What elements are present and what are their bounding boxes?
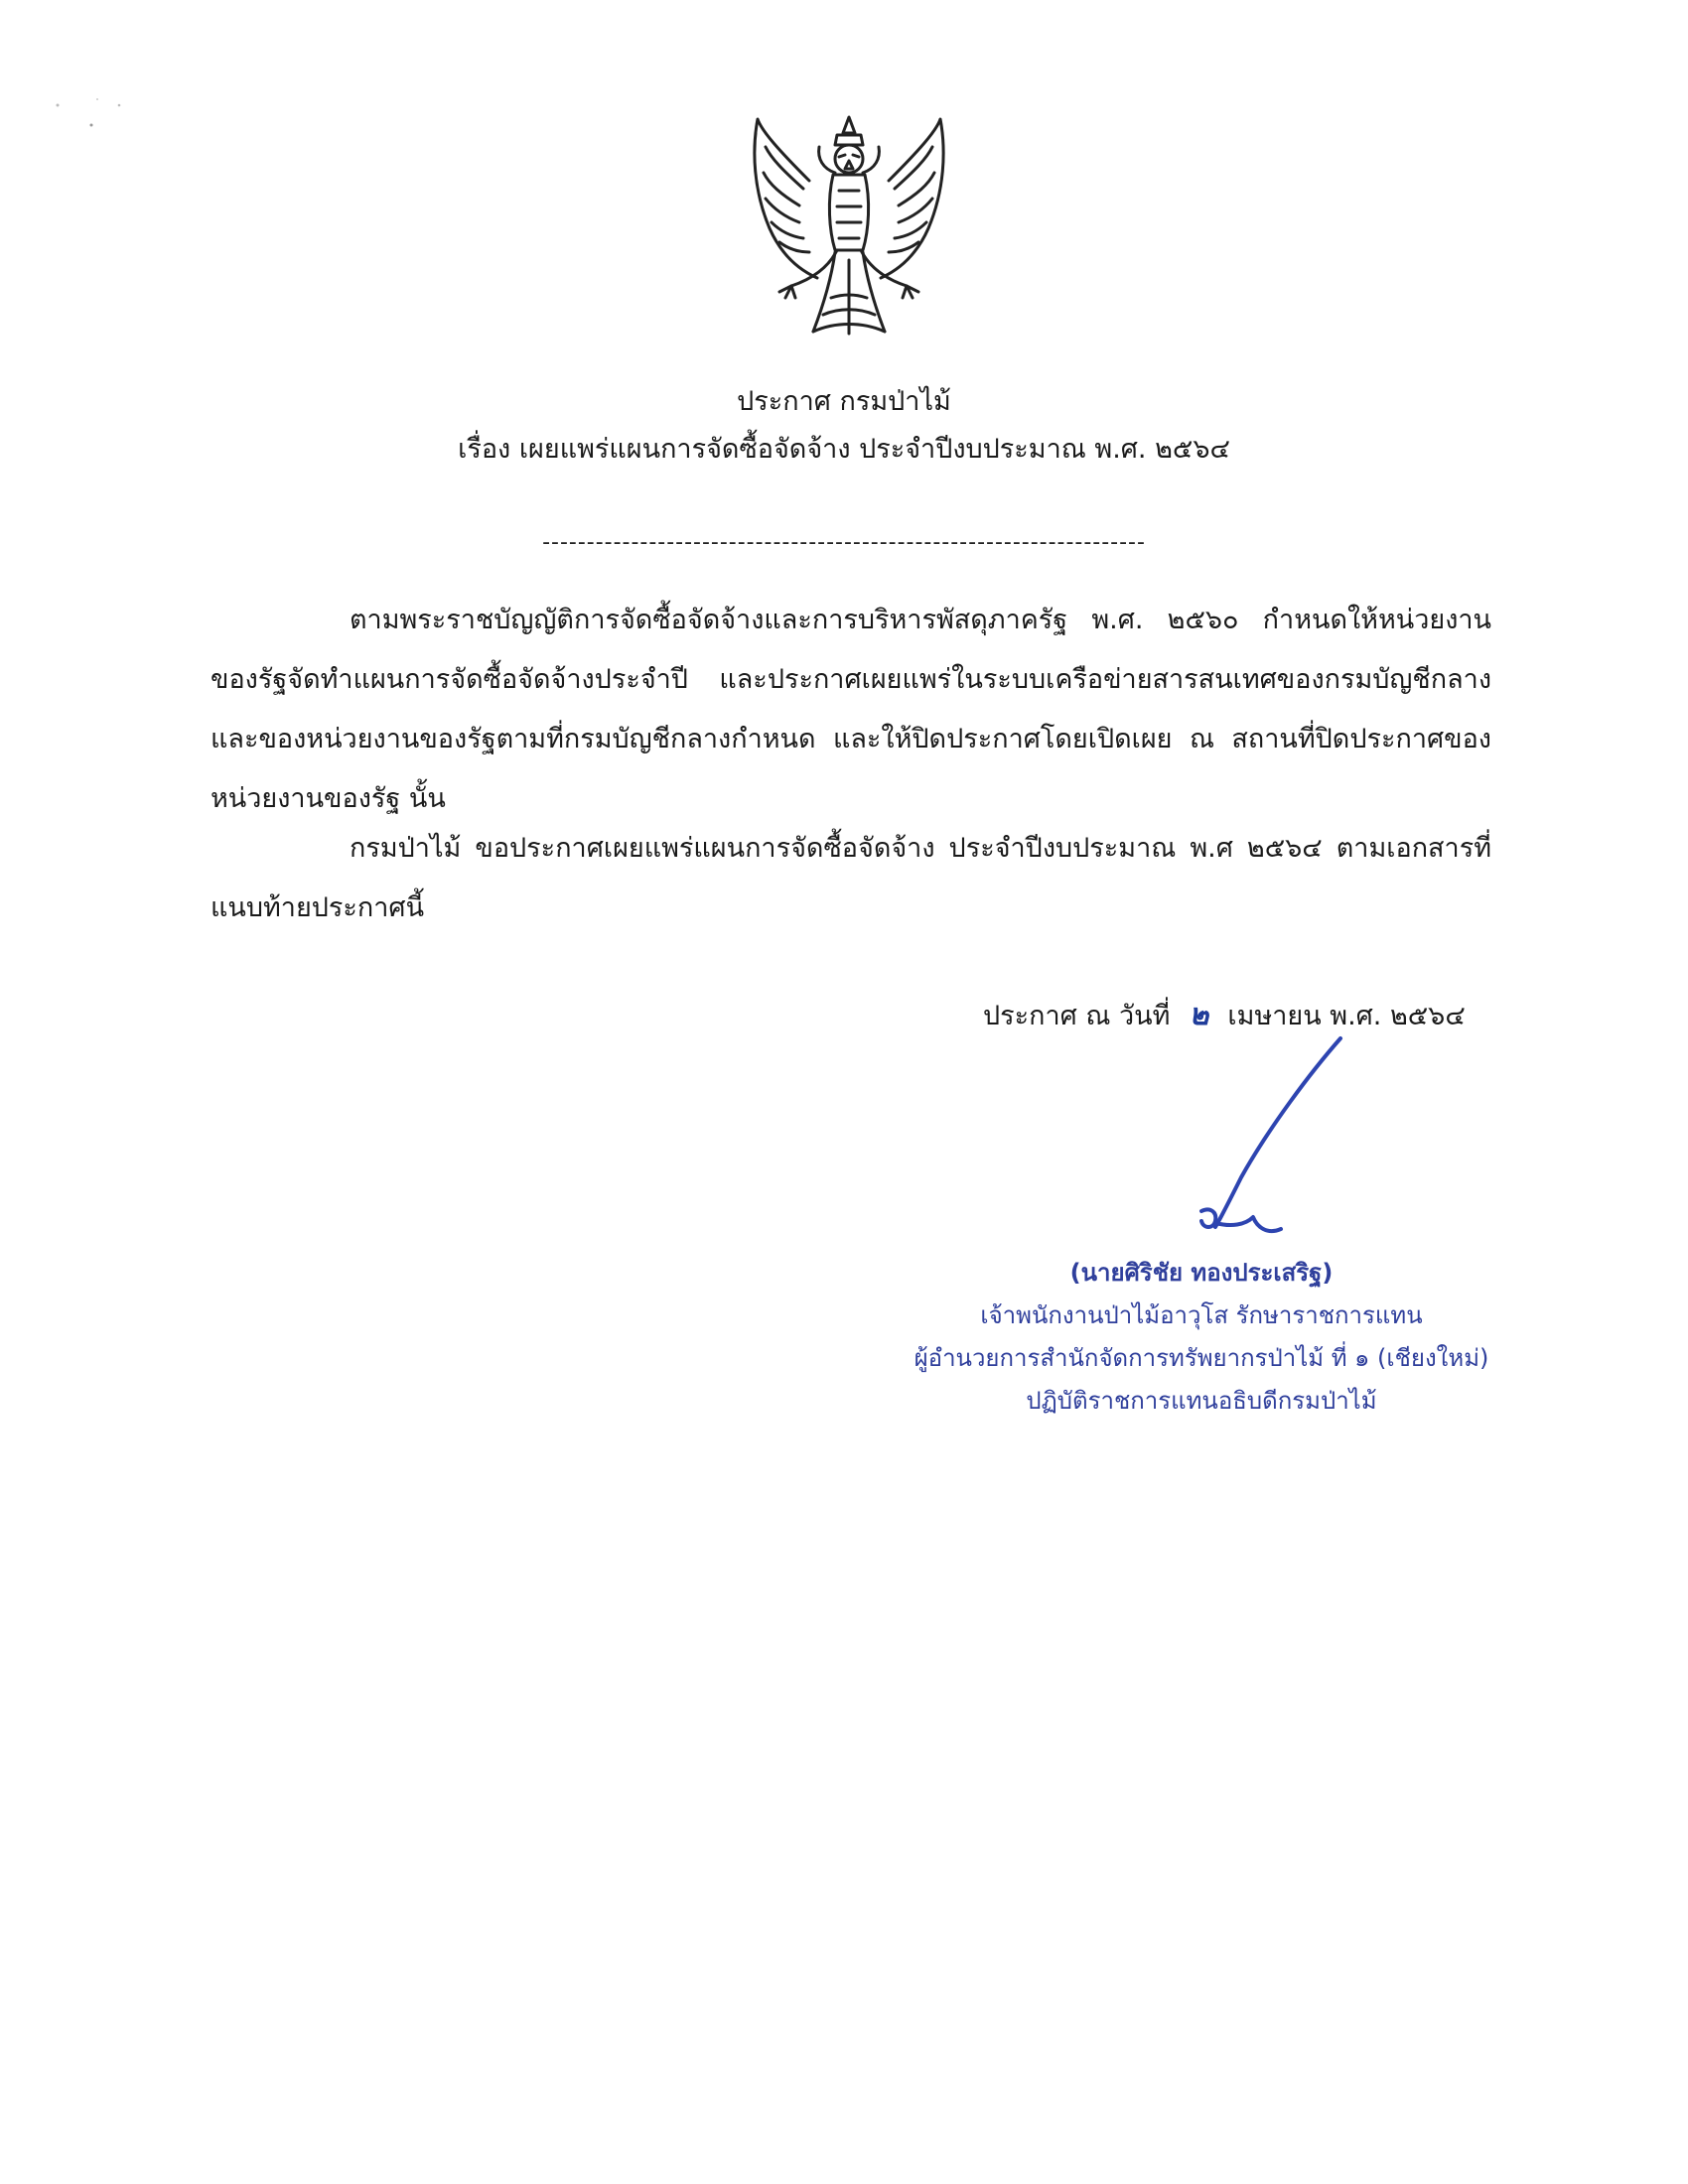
body-paragraph-2: กรมป่าไม้ ขอประกาศเผยแพร่แผนการจัดซื้อจัดจ้าง ประจำปีงบประมาณ พ.ศ ๒๕๖๔ ตามเอกสารที่แนบท้ายประกาศนี้ bbox=[211, 833, 1491, 923]
scan-artifact bbox=[28, 91, 147, 131]
announcement-title: ประกาศ กรมป่าไม้ bbox=[737, 386, 951, 417]
divider-line: -------------------------------------------------------------------- bbox=[542, 530, 1146, 555]
handwritten-day: ๒ bbox=[1189, 998, 1209, 1032]
dateline-suffix: เมษายน พ.ศ. ๒๕๖๔ bbox=[1227, 1001, 1466, 1031]
garuda-emblem-icon bbox=[740, 111, 958, 340]
dateline bbox=[983, 996, 1489, 1036]
signatory-position-2: ผู้อำนวยการสำนักจัดการทรัพยากรป่าไม้ ที่ ๑ (เชียงใหม่) bbox=[914, 1344, 1489, 1372]
signature-mark bbox=[1142, 1032, 1400, 1261]
signatory-position-1: เจ้าพนักงานป่าไม้อาวุโส รักษาราชการแทน bbox=[980, 1301, 1423, 1329]
signatory-name: (นายศิริชัย ทองประเสริฐ) bbox=[1069, 1259, 1334, 1287]
body-paragraph-1: ตามพระราชบัญญัติการจัดซื้อจัดจ้างและการบริหารพัสดุภาครัฐ พ.ศ. ๒๕๖๐ กำหนดให้หน่วยงานของรัฐจัดทำแผนการจัดซื้อจัดจ้างประจำปี และประกาศเผยแพร่ในระบบเครือข่ายสารสนเทศของกรมบัญชีกลางและของหน่วยงานของรัฐตามที่กรมบัญชีกลางกำหนด และให้ปิดประกาศโดยเปิดเผย ณ สถานที่ปิดประกาศของหน่วยงานของรัฐ นั้น bbox=[211, 605, 1491, 814]
announcement-subject: เรื่อง เผยแพร่แผนการจัดซื้อจัดจ้าง ประจำปีงบประมาณ พ.ศ. ๒๕๖๔ bbox=[458, 434, 1230, 465]
dateline-prefix: ประกาศ ณ วันที่ bbox=[983, 1001, 1171, 1031]
signatory-position-3: ปฏิบัติราชการแทนอธิบดีกรมป่าไม้ bbox=[1026, 1387, 1377, 1415]
